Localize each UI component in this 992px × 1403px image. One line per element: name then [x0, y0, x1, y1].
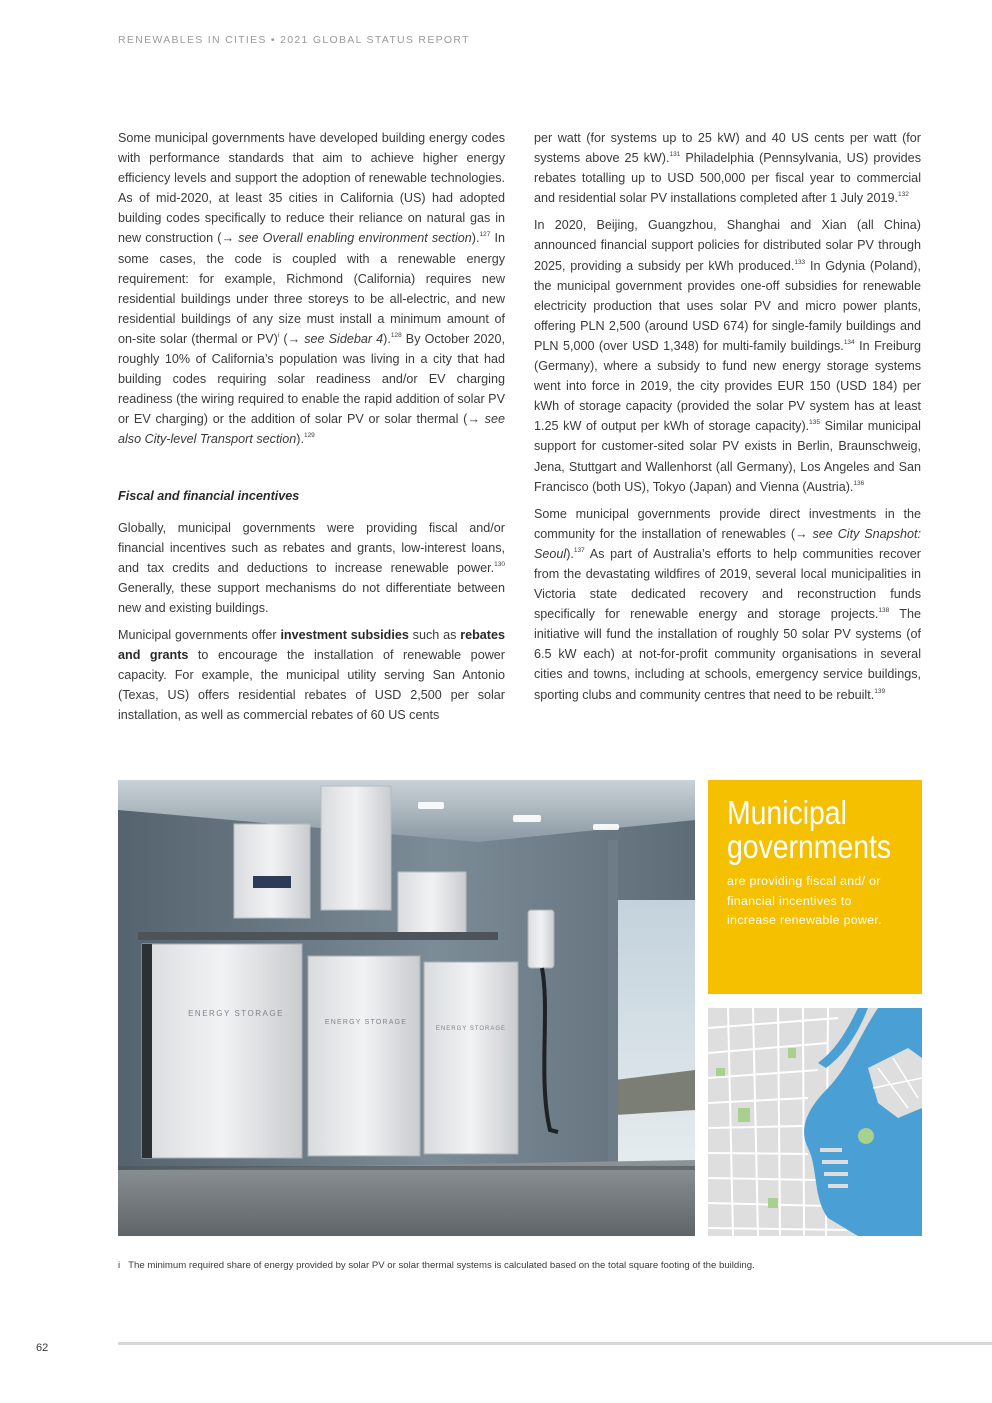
ev-charger — [528, 910, 554, 968]
endnote-ref: 138 — [878, 607, 890, 615]
unit-label: ENERGY STORAGE — [435, 1026, 507, 1032]
endnote-ref: 135 — [809, 419, 821, 427]
cross-reference: see City Snapshot: Seoul — [534, 526, 921, 561]
callout-box — [708, 780, 922, 994]
control-box — [398, 872, 466, 936]
endnote-ref: 128 — [390, 331, 402, 339]
endnote-ref: 137 — [573, 546, 585, 554]
bold-term: rebates and grants — [118, 628, 506, 663]
cross-reference: see Overall enabling environment section — [234, 231, 472, 246]
inverter-display — [253, 876, 291, 888]
window — [615, 900, 695, 1170]
endnote-ref: 130 — [494, 560, 505, 568]
paragraph: Municipal governments offer investment subsidies such as rebates and grants to encourage the installation of renewable power capacity. For example, the municipal utility serving San Antonio (Texas, US) offers residential rebates of USD 2,500 per solar installation, as well as commercial rebates of 60 US cents — [118, 628, 506, 723]
callout-text: are providing fiscal and/ or financial incentives to increase renewable power. — [727, 874, 882, 927]
endnote-ref: 131 — [669, 151, 681, 159]
endnote-ref: 134 — [843, 338, 855, 346]
city-map — [708, 1008, 922, 1236]
paragraph: Some municipal governments have developed building energy codes with performance standards that aim to achieve higher energy efficiency levels and support the adoption of renewable technologies. As of mid-2020, at least 35 cities in California (US) had adopted building codes specifically to reduce their reliance on natural gas in new construction (→ see Overall enabling environment section).$^{127}$ In some cases, the code is coupled with a renewable energy requirement: for example, Richmond (California) requires new residential buildings under three storeys to be all-electric, and new residential buildings of any size must install a minimum amount of on-site solar (thermal or PV)$^i$ (→ see Sidebar 4).$^{128}$ By October 2020, roughly 10% of California’s population was living in a city that had building codes requiring solar readiness and/or EV charging readiness (the wiring required to enable the rapid addition of solar PV or EV charging) or the addition of solar PV or solar thermal (→ see also City-level Transport section).$^{129}$ — [118, 131, 505, 447]
unit-label: ENERGY STORAGE — [324, 1019, 408, 1026]
arrow-icon: → — [221, 231, 235, 246]
bottom-rule — [118, 1342, 992, 1345]
footnote-ref: i — [277, 331, 280, 339]
endnote-ref: 133 — [794, 258, 806, 266]
battery-controller — [321, 786, 391, 910]
storage-units — [142, 944, 518, 1158]
endnote-ref: 127 — [479, 231, 491, 239]
page-number: 62 — [36, 1342, 49, 1354]
inverter-unit — [234, 824, 310, 918]
paragraph: Some municipal governments provide direct investments in the community for the installation of renewables (→ see City Snapshot: Seoul).$^{137}$ As part of Australia’s efforts to help communities recover from the devastating wildfires of 2019, several local municipalities in Victoria state dedicated recovery and reconstruction funds specifically for renewable energy and storage projects.$^{138}$ The initiative will fund the installation of roughly 50 solar PV systems (of 6.5 kW each) at not-for-profit community organisations in several cities and towns, including at schools, emergency service buildings, sporting clubs and community centres that need to be rebuilt.$^{139}$ — [534, 506, 922, 702]
arrow-icon: → — [795, 526, 808, 541]
callout-title: Municipal governments — [727, 794, 892, 865]
footnote — [118, 1260, 755, 1271]
energy-storage-photo — [118, 780, 695, 1236]
right-text-column — [534, 128, 921, 712]
unit-label: ENERGY STORAGE — [188, 1009, 284, 1018]
bold-term: investment subsidies — [280, 628, 409, 643]
map-park — [858, 1128, 874, 1144]
cross-reference: see also City-level Transport section — [118, 412, 505, 447]
endnote-ref: 132 — [898, 191, 909, 199]
running-header: RENEWABLES IN CITIES • 2021 GLOBAL STATUS REPORT — [118, 34, 470, 46]
storage-unit — [142, 944, 302, 1158]
cross-reference: see Sidebar 4 — [300, 331, 384, 346]
paragraph: per watt (for systems up to 25 kW) and 40 US cents per watt (for systems above 25 kW).$^{131}$ Philadelphia (Pennsylvania, US) provides rebates totalling up to USD 500,000 per fiscal year to commercial and residential solar PV installations completed after 1 July 2019.$^{132}$ — [534, 131, 921, 206]
footnote-mark: i — [118, 1260, 121, 1271]
endnote-ref: 136 — [853, 479, 865, 487]
section-heading: Fiscal and financial incentives — [118, 488, 300, 503]
left-text-column — [118, 128, 505, 733]
cable-conduit — [138, 932, 498, 940]
storage-unit — [424, 962, 518, 1154]
arrow-icon: → — [287, 331, 301, 346]
endnote-ref: 139 — [874, 687, 886, 695]
paragraph: In 2020, Beijing, Guangzhou, Shanghai and Xian (all China) announced financial support policies for distributed solar PV through 2025, providing a subsidy per kWh produced.$^{133}$ In Gdynia (Poland), the municipal government provides one-off subsidies for renewable electricity production that uses solar PV and micro power plants, offering PLN 2,500 (around USD 674) for single-family buildings and PLN 5,000 (over USD 1,348) for multi-family buildings.$^{134}$ In Freiburg (Germany), where a subsidy to fund new energy storage systems went into force in 2019, the city provides EUR 150 (USD 184) per kWh of storage capacity (provided the solar PV system has at least 1.25 kW of output per kWh of storage capacity).$^{135}$ Similar municipal support for customer-sited solar PV exists in Berlin, Braunschweig, Jena, Stuttgart and Wallenhorst (all Germany), Los Angeles and San Francisco (both US), Tokyo (Japan) and Vienna (Austria).$^{136}$ — [534, 218, 921, 494]
footnote-text: The minimum required share of energy provided by solar PV or solar thermal systems is calculated based on the total square footing of the building. — [128, 1260, 755, 1271]
storage-unit — [308, 956, 420, 1156]
endnote-ref: 129 — [303, 432, 315, 440]
paragraph: Globally, municipal governments were providing fiscal and/or financial incentives such as rebates and grants, low-interest loans, and tax credits and deductions to increase renewable power.$^{130}$ Generally, these support mechanisms do not differentiate between new and existing buildings. — [118, 520, 505, 615]
arrow-icon: → — [467, 412, 480, 427]
garage-floor — [118, 1160, 695, 1236]
